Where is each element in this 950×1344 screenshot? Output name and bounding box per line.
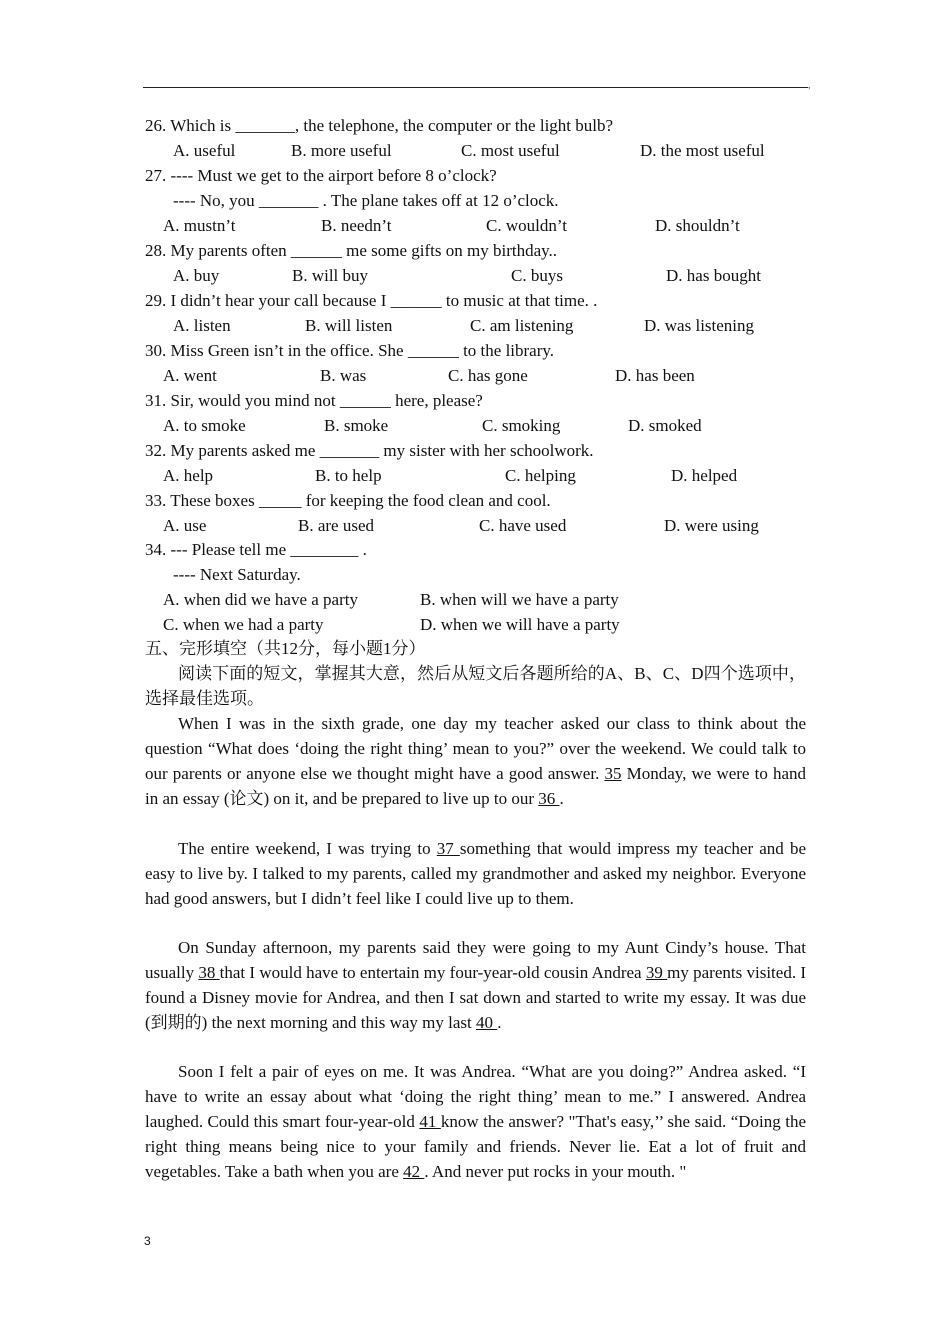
q33-option-b: B. are used xyxy=(298,516,375,535)
header-rule-mark: , xyxy=(808,80,811,91)
question-28: 28. My parents often ______ me some gifts on my birthday.. xyxy=(145,241,558,260)
q33-option-c: C. have used xyxy=(479,516,567,535)
q27-option-b: B. needn’t xyxy=(321,216,392,235)
p1-text-a: When I was in the sixth grade, one day my teacher asked our class to think about the question “What does ‘doing the right thing’ mean to you?” over the weekend. We could talk to our parents or anyone else we thought might have a good answer. xyxy=(145,714,806,783)
question-27-reply: ---- No, you _______ . The plane takes off at 12 o’clock. xyxy=(173,191,559,210)
question-27: 27. ---- Must we get to the airport before 8 o’clock? xyxy=(145,166,497,185)
q33-option-d: D. were using xyxy=(664,516,759,535)
page-number: 3 xyxy=(144,1234,151,1248)
question-33: 33. These boxes _____ for keeping the food clean and cool. xyxy=(145,491,551,510)
question-34-reply: ---- Next Saturday. xyxy=(173,565,301,584)
question-32: 32. My parents asked me _______ my sister with her schoolwork. xyxy=(145,441,594,460)
p3-text-a: On Sunday afternoon, my parents said they were going to my Aunt Cindy’s house. That usually xyxy=(145,938,806,982)
q27-option-a: A. mustn’t xyxy=(163,216,236,235)
q28-option-d: D. has bought xyxy=(666,266,761,285)
question-30: 30. Miss Green isn’t in the office. She ______ to the library. xyxy=(145,341,555,360)
q27-option-d: D. shouldn’t xyxy=(655,216,740,235)
q28-option-c: C. buys xyxy=(511,266,563,285)
q26-option-a: A. useful xyxy=(173,141,236,160)
blank-37: 37 xyxy=(436,839,460,858)
q30-option-a: A. went xyxy=(163,366,217,385)
p3-text-d: . xyxy=(497,1013,502,1032)
q26-option-b: B. more useful xyxy=(291,141,392,160)
instruction-text: 阅读下面的短文，掌握其大意，然后从短文后各题所给的A、B、C、D四个选项中，选择最佳选项。 xyxy=(145,664,806,708)
q32-option-b: B. to help xyxy=(315,466,382,485)
q32-option-c: C. helping xyxy=(505,466,576,485)
q32-option-d: D. helped xyxy=(671,466,738,485)
blank-38: 38 xyxy=(198,963,220,982)
blank-41: 41 xyxy=(419,1112,441,1131)
q30-option-d: D. has been xyxy=(615,366,695,385)
q26-option-c: C. most useful xyxy=(461,141,560,160)
q28-option-a: A. buy xyxy=(173,266,220,285)
q34-option-b: B. when will we have a party xyxy=(420,590,619,609)
passage-paragraph-4 xyxy=(145,1059,806,1184)
header-rule xyxy=(143,87,808,88)
passage-paragraph-3 xyxy=(145,935,806,1035)
blank-35: 35 xyxy=(604,764,622,783)
q34-option-c: C. when we had a party xyxy=(163,615,324,634)
section-instruction xyxy=(145,661,806,711)
q32-option-a: A. help xyxy=(163,466,214,485)
question-31: 31. Sir, would you mind not ______ here, please? xyxy=(145,391,483,410)
q26-option-d: D. the most useful xyxy=(640,141,765,160)
q31-option-a: A. to smoke xyxy=(163,416,246,435)
section-heading: 五、完形填空（共12分，每小题1分） xyxy=(145,639,426,658)
q31-option-c: C. smoking xyxy=(482,416,561,435)
p4-text-b: know the answer? "That's easy,’’ she said. “Doing the right thing means being nice to your family and friends. Never lie. Eat a lot of fruit and vegetables. Take a bath when you are xyxy=(145,1112,807,1181)
blank-42: 42 xyxy=(403,1162,425,1181)
q29-option-a: A. listen xyxy=(173,316,231,335)
p3-text-c: my parents visited. I found a Disney movie for Andrea, and then I sat down and started to write my essay. It was due (到期的) the next morning and this way my last xyxy=(145,963,806,1032)
blank-40: 40 xyxy=(475,1013,498,1032)
q31-option-b: B. smoke xyxy=(324,416,389,435)
question-26: 26. Which is _______, the telephone, the computer or the light bulb? xyxy=(145,116,614,135)
q30-option-c: C. has gone xyxy=(448,366,528,385)
q29-option-d: D. was listening xyxy=(644,316,755,335)
p3-text-b: that I would have to entertain my four-year-old cousin Andrea xyxy=(219,963,646,982)
passage-paragraph-2 xyxy=(145,836,806,911)
p2-text-a: The entire weekend, I was trying to xyxy=(178,839,437,858)
q29-option-b: B. will listen xyxy=(305,316,393,335)
p2-text-b: something that would impress my teacher and be easy to live by. I talked to my parents, called my grandmother and asked my neighbor. Everyone had good answers, but I didn’t feel like I could live up to them. xyxy=(145,839,806,908)
passage-paragraph-1 xyxy=(145,711,806,811)
q29-option-c: C. am listening xyxy=(470,316,574,335)
question-34: 34. --- Please tell me ________ . xyxy=(145,540,367,559)
p4-text-c: . And never put rocks in your mouth. " xyxy=(424,1162,687,1181)
q30-option-b: B. was xyxy=(320,366,367,385)
q27-option-c: C. wouldn’t xyxy=(486,216,567,235)
question-29: 29. I didn’t hear your call because I ______ to music at that time. . xyxy=(145,291,598,310)
q34-option-a: A. when did we have a party xyxy=(163,590,358,609)
q33-option-a: A. use xyxy=(163,516,207,535)
p1-text-c: . xyxy=(559,789,564,808)
p4-text-a: Soon I felt a pair of eyes on me. It was Andrea. “What are you doing?” Andrea asked. “I have to write an essay about what ‘doing the right thing’ mean to me.” I answered. Andrea laughed. Could this smart four-year-old xyxy=(145,1062,806,1131)
blank-36: 36 xyxy=(538,789,560,808)
blank-39: 39 xyxy=(645,963,668,982)
p1-text-b: Monday, we were to hand in an essay (论文) on it, and be prepared to live up to our xyxy=(145,764,806,808)
q31-option-d: D. smoked xyxy=(628,416,702,435)
q34-option-d: D. when we will have a party xyxy=(420,615,620,634)
q28-option-b: B. will buy xyxy=(292,266,369,285)
